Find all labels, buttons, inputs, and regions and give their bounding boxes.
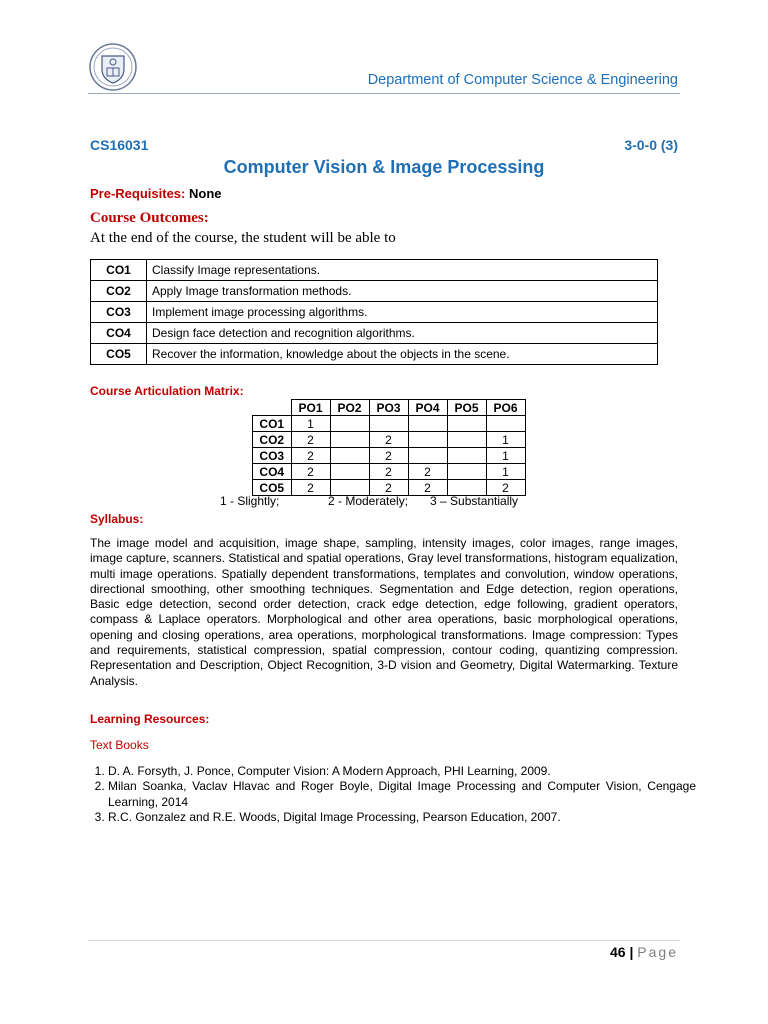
page-separator: | (625, 944, 638, 960)
matrix-cell: 2 (291, 480, 330, 496)
table-row (91, 260, 658, 281)
table-row (253, 464, 526, 480)
course-outcomes-heading: Course Outcomes: (90, 210, 209, 226)
matrix-cell (330, 432, 369, 448)
matrix-header-row (253, 400, 526, 416)
matrix-col-header: PO2 (330, 400, 369, 416)
matrix-cell (408, 448, 447, 464)
institute-emblem-icon (88, 42, 138, 92)
prereq-label: Pre-Requisites: (90, 186, 186, 201)
matrix-cell (369, 416, 408, 432)
matrix-cell (408, 432, 447, 448)
matrix-cell: 1 (486, 448, 525, 464)
table-row (253, 448, 526, 464)
matrix-cell (330, 416, 369, 432)
page-label: Page (637, 944, 678, 960)
matrix-col-header: PO5 (447, 400, 486, 416)
matrix-cell: 1 (486, 432, 525, 448)
table-row (91, 281, 658, 302)
matrix-cell (447, 464, 486, 480)
outcome-code: CO3 (91, 302, 147, 323)
course-title: Computer Vision & Image Processing (223, 157, 545, 177)
outcome-text: Recover the information, knowledge about the objects in the scene. (147, 344, 658, 365)
matrix-cell (486, 416, 525, 432)
course-outcomes-table (90, 259, 658, 365)
outcome-text: Implement image processing algorithms. (147, 302, 658, 323)
outcome-text: Apply Image transformation methods. (147, 281, 658, 302)
outcome-text: Design face detection and recognition algorithms. (147, 323, 658, 344)
matrix-cell (330, 464, 369, 480)
matrix-cell: 2 (408, 480, 447, 496)
text-books-heading: Text Books (90, 738, 149, 752)
matrix-row-label: CO3 (253, 448, 292, 464)
matrix-row-label: CO4 (253, 464, 292, 480)
matrix-cell (447, 416, 486, 432)
page-number: 46 (610, 944, 626, 960)
articulation-matrix-heading: Course Articulation Matrix: (90, 384, 244, 398)
matrix-cell: 2 (291, 464, 330, 480)
matrix-cell (408, 416, 447, 432)
outcome-text: Classify Image representations. (147, 260, 658, 281)
matrix-cell: 2 (486, 480, 525, 496)
matrix-legend-slightly: 1 - Slightly; (220, 494, 280, 508)
list-item: 2. Milan Soanka, Vaclav Hlavac and Roger Boyle, Digital Image Processing and Computer Vision, Cengage Learning, 2014 (108, 779, 696, 810)
matrix-cell (330, 448, 369, 464)
matrix-cell: 1 (291, 416, 330, 432)
table-row (91, 344, 658, 365)
matrix-row-label: CO1 (253, 416, 292, 432)
matrix-cell (447, 432, 486, 448)
matrix-cell: 1 (486, 464, 525, 480)
text-books-list (90, 764, 696, 825)
matrix-legend-moderately: 2 - Moderately; (328, 494, 409, 508)
course-outcomes-intro: At the end of the course, the student will be able to (90, 230, 396, 246)
course-credits: 3-0-0 (3) (624, 137, 678, 153)
matrix-col-header: PO4 (408, 400, 447, 416)
matrix-legend-substantially: 3 – Substantially (430, 494, 519, 508)
articulation-matrix-table (252, 399, 526, 496)
matrix-cell: 2 (291, 432, 330, 448)
matrix-corner-cell (253, 400, 292, 416)
table-row (91, 323, 658, 344)
footer-divider (88, 940, 680, 941)
matrix-cell: 2 (369, 464, 408, 480)
prereq-value: None (189, 186, 222, 201)
matrix-row-label: CO5 (253, 480, 292, 496)
department-name: Department of Computer Science & Engineering (367, 72, 678, 88)
matrix-cell: 2 (369, 448, 408, 464)
outcome-code: CO1 (91, 260, 147, 281)
table-row (91, 302, 658, 323)
prerequisites (90, 186, 222, 201)
matrix-cell: 2 (408, 464, 447, 480)
table-row (253, 432, 526, 448)
outcome-code: CO5 (91, 344, 147, 365)
matrix-cell: 2 (369, 432, 408, 448)
matrix-col-header: PO6 (486, 400, 525, 416)
table-row (253, 416, 526, 432)
learning-resources-heading: Learning Resources: (90, 712, 210, 726)
outcome-code: CO4 (91, 323, 147, 344)
page-footer (610, 944, 678, 960)
header-divider (88, 93, 680, 94)
matrix-cell (447, 448, 486, 464)
matrix-cell: 2 (369, 480, 408, 496)
matrix-cell: 2 (291, 448, 330, 464)
syllabus-text: The image model and acquisition, image shape, sampling, intensity images, color images, range images, image capture, scanners. Statistical and spatial operations, Gray level transformations, histogram equalization, multi image operations. Spatially dependent transformations, templates and convolution, window operations, directional smoothing, other smoothing techniques. Segmentation and Edge detection, region operations, Basic edge detection, second order detection, crack edge detection, edge following, gradient operators, compass & Laplace operators. Morphological and other area operations, basic morphological operations, opening and closing operations, area operations, morphological transformations. Image compression: Types and requirements, statistical compression, spatial compression, contour coding, quantizing compression. Representation and Description, Object Recognition, 3-D vision and Geometry, Digital Watermarking. Texture Analysis. (90, 536, 678, 688)
outcome-code: CO2 (91, 281, 147, 302)
syllabus-heading: Syllabus: (90, 512, 144, 526)
matrix-col-header: PO1 (291, 400, 330, 416)
matrix-row-label: CO2 (253, 432, 292, 448)
list-item: 3. R.C. Gonzalez and R.E. Woods, Digital Image Processing, Pearson Education, 2007. (108, 810, 696, 825)
matrix-col-header: PO3 (369, 400, 408, 416)
list-item: 1. D. A. Forsyth, J. Ponce, Computer Vision: A Modern Approach, PHI Learning, 2009. (108, 764, 696, 779)
course-code: CS16031 (90, 137, 149, 153)
